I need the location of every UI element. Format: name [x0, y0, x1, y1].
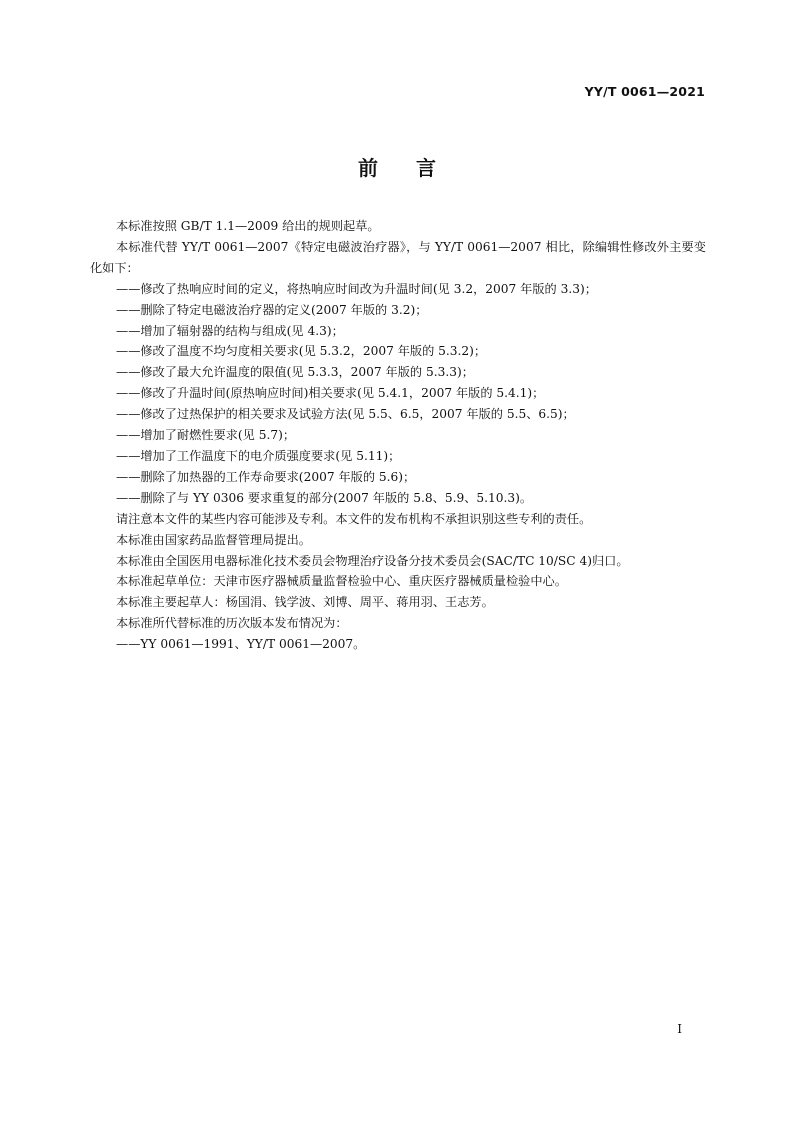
list-item: ——修改了热响应时间的定义，将热响应时间改为升温时间(见 3.2，2007 年版的 3.3)；: [116, 281, 597, 296]
page-title: 前言: [358, 156, 474, 180]
page-number: I: [677, 1022, 682, 1036]
list-item: ——删除了与 YY 0306 要求重复的部分(2007 年版的 5.8、5.9、5.10.3)。: [116, 490, 533, 505]
paragraph-drafting-units: 本标准起草单位：天津市医疗器械质量监督检验中心、重庆医疗器械质量检验中心。: [116, 574, 567, 589]
list-item-history: ——YY 0061—1991、YY/T 0061—2007。: [116, 637, 366, 652]
paragraph-replacement: 本标准代替 YY/T 0061—2007《特定电磁波治疗器》，与 YY/T 0061—2007 相比，除编辑性修改外主要变化如下：: [90, 239, 706, 275]
list-item: ——修改了温度不均匀度相关要求(见 5.3.2，2007 年版的 5.3.2)；: [116, 344, 487, 359]
list-item: ——增加了辐射器的结构与组成(见 4.3)；: [116, 323, 344, 338]
list-item: ——修改了过热保护的相关要求及试验方法(见 5.5、6.5，2007 年版的 5.5、6.5)；: [116, 407, 575, 422]
paragraph-drafting-rules: 本标准按照 GB/T 1.1—2009 给出的规则起草。: [116, 219, 380, 233]
document-body: [90, 216, 706, 655]
list-item: ——删除了加热器的工作寿命要求(2007 年版的 5.6)；: [116, 469, 416, 484]
changes-list: [90, 279, 706, 509]
list-item: ——增加了工作温度下的电介质强度要求(见 5.11)；: [116, 448, 401, 463]
standard-code: YY/T 0061—2021: [584, 84, 705, 99]
paragraph-history-intro: 本标准所代替标准的历次版本发布情况为：: [116, 616, 348, 631]
paragraph-proposed-by: 本标准由国家药品监督管理局提出。: [116, 532, 311, 547]
paragraph-under-jurisdiction: 本标准由全国医用电器标准化技术委员会物理治疗设备分技术委员会(SAC/TC 10/SC 4)归口。: [116, 553, 629, 568]
paragraph-drafters: 本标准主要起草人：杨国涓、钱学波、刘博、周平、蒋用羽、王志芳。: [116, 595, 494, 610]
list-item: ——增加了耐燃性要求(见 5.7)；: [116, 428, 296, 443]
paragraph-patent-notice: 请注意本文件的某些内容可能涉及专利。本文件的发布机构不承担识别这些专利的责任。: [116, 511, 592, 526]
list-item: ——删除了特定电磁波治疗器的定义(2007 年版的 3.2)；: [116, 302, 428, 317]
list-item: ——修改了最大允许温度的限值(见 5.3.3，2007 年版的 5.3.3)；: [116, 365, 474, 380]
list-item: ——修改了升温时间(原热响应时间)相关要求(见 5.4.1，2007 年版的 5.4.1)；: [116, 386, 545, 401]
